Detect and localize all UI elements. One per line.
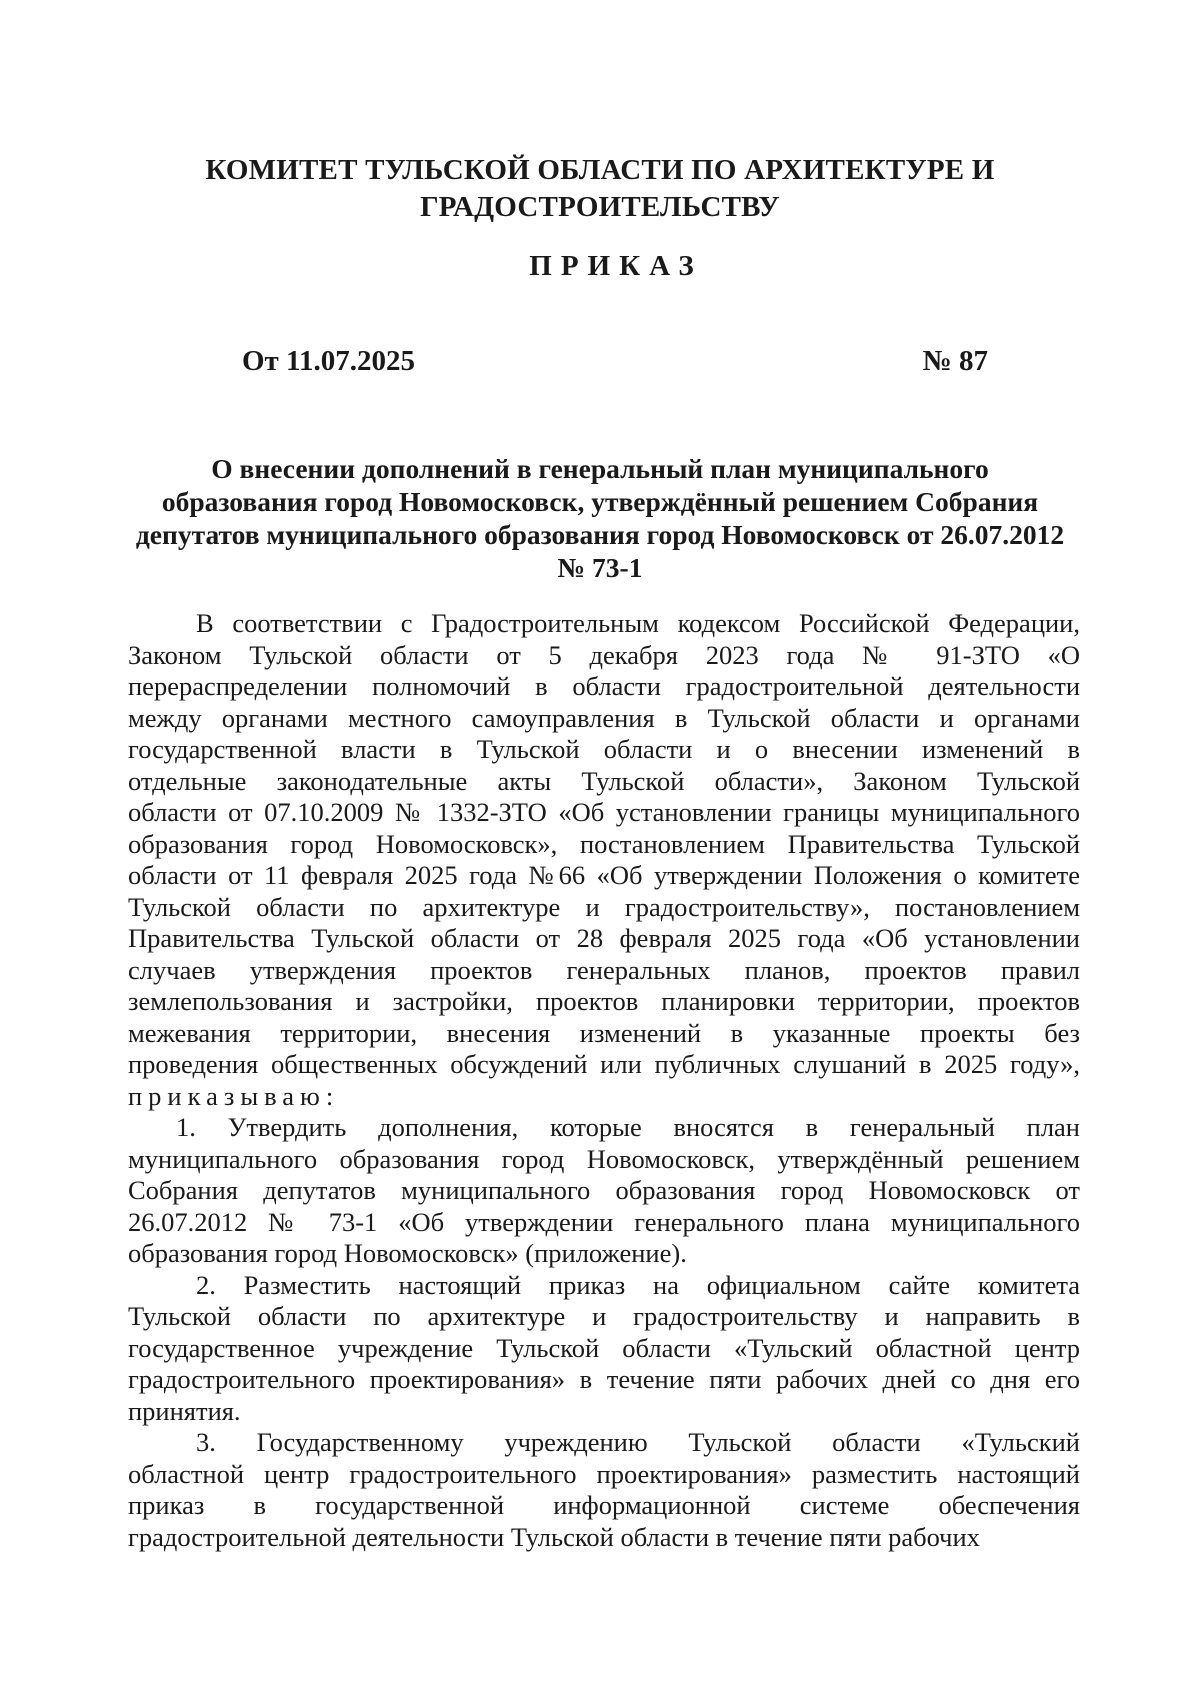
document-date: От 11.07.2025: [242, 345, 415, 377]
item-2-line: 2. Разместить настоящий приказ на официальном сайте комитета: [196, 1269, 1080, 1300]
preamble-line: перераспределении полномочий в области градостроительной деятельности: [128, 671, 1080, 701]
preamble-line: землепользования и застройки, проектов планировки территории, проектов: [128, 986, 1080, 1016]
document-body: [128, 608, 1080, 1553]
preamble-line: образования город Новомосковск», постановлением Правительства Тульской: [128, 828, 1080, 859]
preamble-line: межевания территории, внесения изменений в указанные проекты без: [128, 1017, 1080, 1048]
preamble-line: проведения общественных обсуждений или публичных слушаний в 2025 году»,: [128, 1049, 1080, 1079]
item-3-line: областной центр градостроительного проектирования» разместить настоящий: [128, 1458, 1080, 1489]
preamble-line: области от 07.10.2009 № 1332-ЗТО «Об установлении границы муниципального: [128, 797, 1080, 827]
item-1-line: Собрания депутатов муниципального образования город Новомосковск от: [128, 1175, 1080, 1205]
issuing-organization: [150, 152, 1050, 226]
subject-line: О внесении дополнений в генеральный план муниципального: [211, 453, 989, 484]
preamble-line: Тульской области по архитектуре и градостроительству», постановлением: [128, 891, 1080, 922]
subject-line: депутатов муниципального образования город Новомосковск от 26.07.2012: [135, 519, 1065, 550]
item-2-line: принятия.: [128, 1395, 241, 1426]
item-1-line: образования город Новомосковск» (приложение).: [128, 1238, 687, 1268]
document-subject: [120, 452, 1080, 584]
org-line-2: ГРАДОСТРОИТЕЛЬСТВУ: [420, 191, 780, 223]
preamble-line: области от 11 февраля 2025 года №66 «Об утверждении Положения о комитете: [128, 860, 1080, 890]
document-type-title: ПРИКАЗ: [529, 250, 703, 282]
preamble-line: между органами местного самоуправления в Тульской области и органами: [128, 702, 1080, 733]
order-word: приказываю:: [128, 1080, 340, 1111]
preamble-line: государственной власти в Тульской области и о внесении изменений в: [128, 734, 1080, 764]
preamble-line: отдельные законодательные акты Тульской области», Законом Тульской: [128, 765, 1080, 796]
item-3-line: приказ в государственной информационной системе обеспечения: [128, 1490, 1080, 1520]
item-2-line: градостроительного проектирования» в течение пяти рабочих дней со дня его: [128, 1364, 1080, 1394]
org-line-1: КОМИТЕТ ТУЛЬСКОЙ ОБЛАСТИ ПО АРХИТЕКТУРЕ И: [205, 154, 995, 186]
preamble-line: случаев утверждения проектов генеральных планов, проектов правил: [128, 954, 1080, 985]
item-2-line: Тульской области по архитектуре и градостроительству и направить в: [128, 1301, 1080, 1331]
preamble-line: Правительства Тульской области от 28 февраля 2025 года «Об установлении: [128, 923, 1080, 953]
subject-line: образования город Новомосковск, утверждённый решением Собрания: [161, 486, 1039, 517]
item-1-line: 26.07.2012 № 73-1 «Об утверждении генерального плана муниципального: [128, 1206, 1080, 1237]
item-3-line: 3. Государственному учреждению Тульской области «Тульский: [196, 1427, 1080, 1457]
item-1-line: муниципального образования город Новомосковск, утверждённый решением: [128, 1143, 1080, 1174]
item-2-line: государственное учреждение Тульской области «Тульский областной центр: [128, 1332, 1080, 1363]
item-3-line: градостроительной деятельности Тульской области в течение пяти рабочих: [128, 1521, 980, 1552]
item-1-line: 1. Утвердить дополнения, которые вносятся в генеральный план: [176, 1112, 1080, 1142]
preamble-line: Законом Тульской области от 5 декабря 2023 года № 91-ЗТО «О: [128, 639, 1080, 670]
preamble-line: В соответствии с Градостроительным кодексом Российской Федерации,: [196, 608, 1080, 638]
subject-line: № 73-1: [557, 552, 643, 583]
document-number: № 87: [922, 345, 988, 377]
